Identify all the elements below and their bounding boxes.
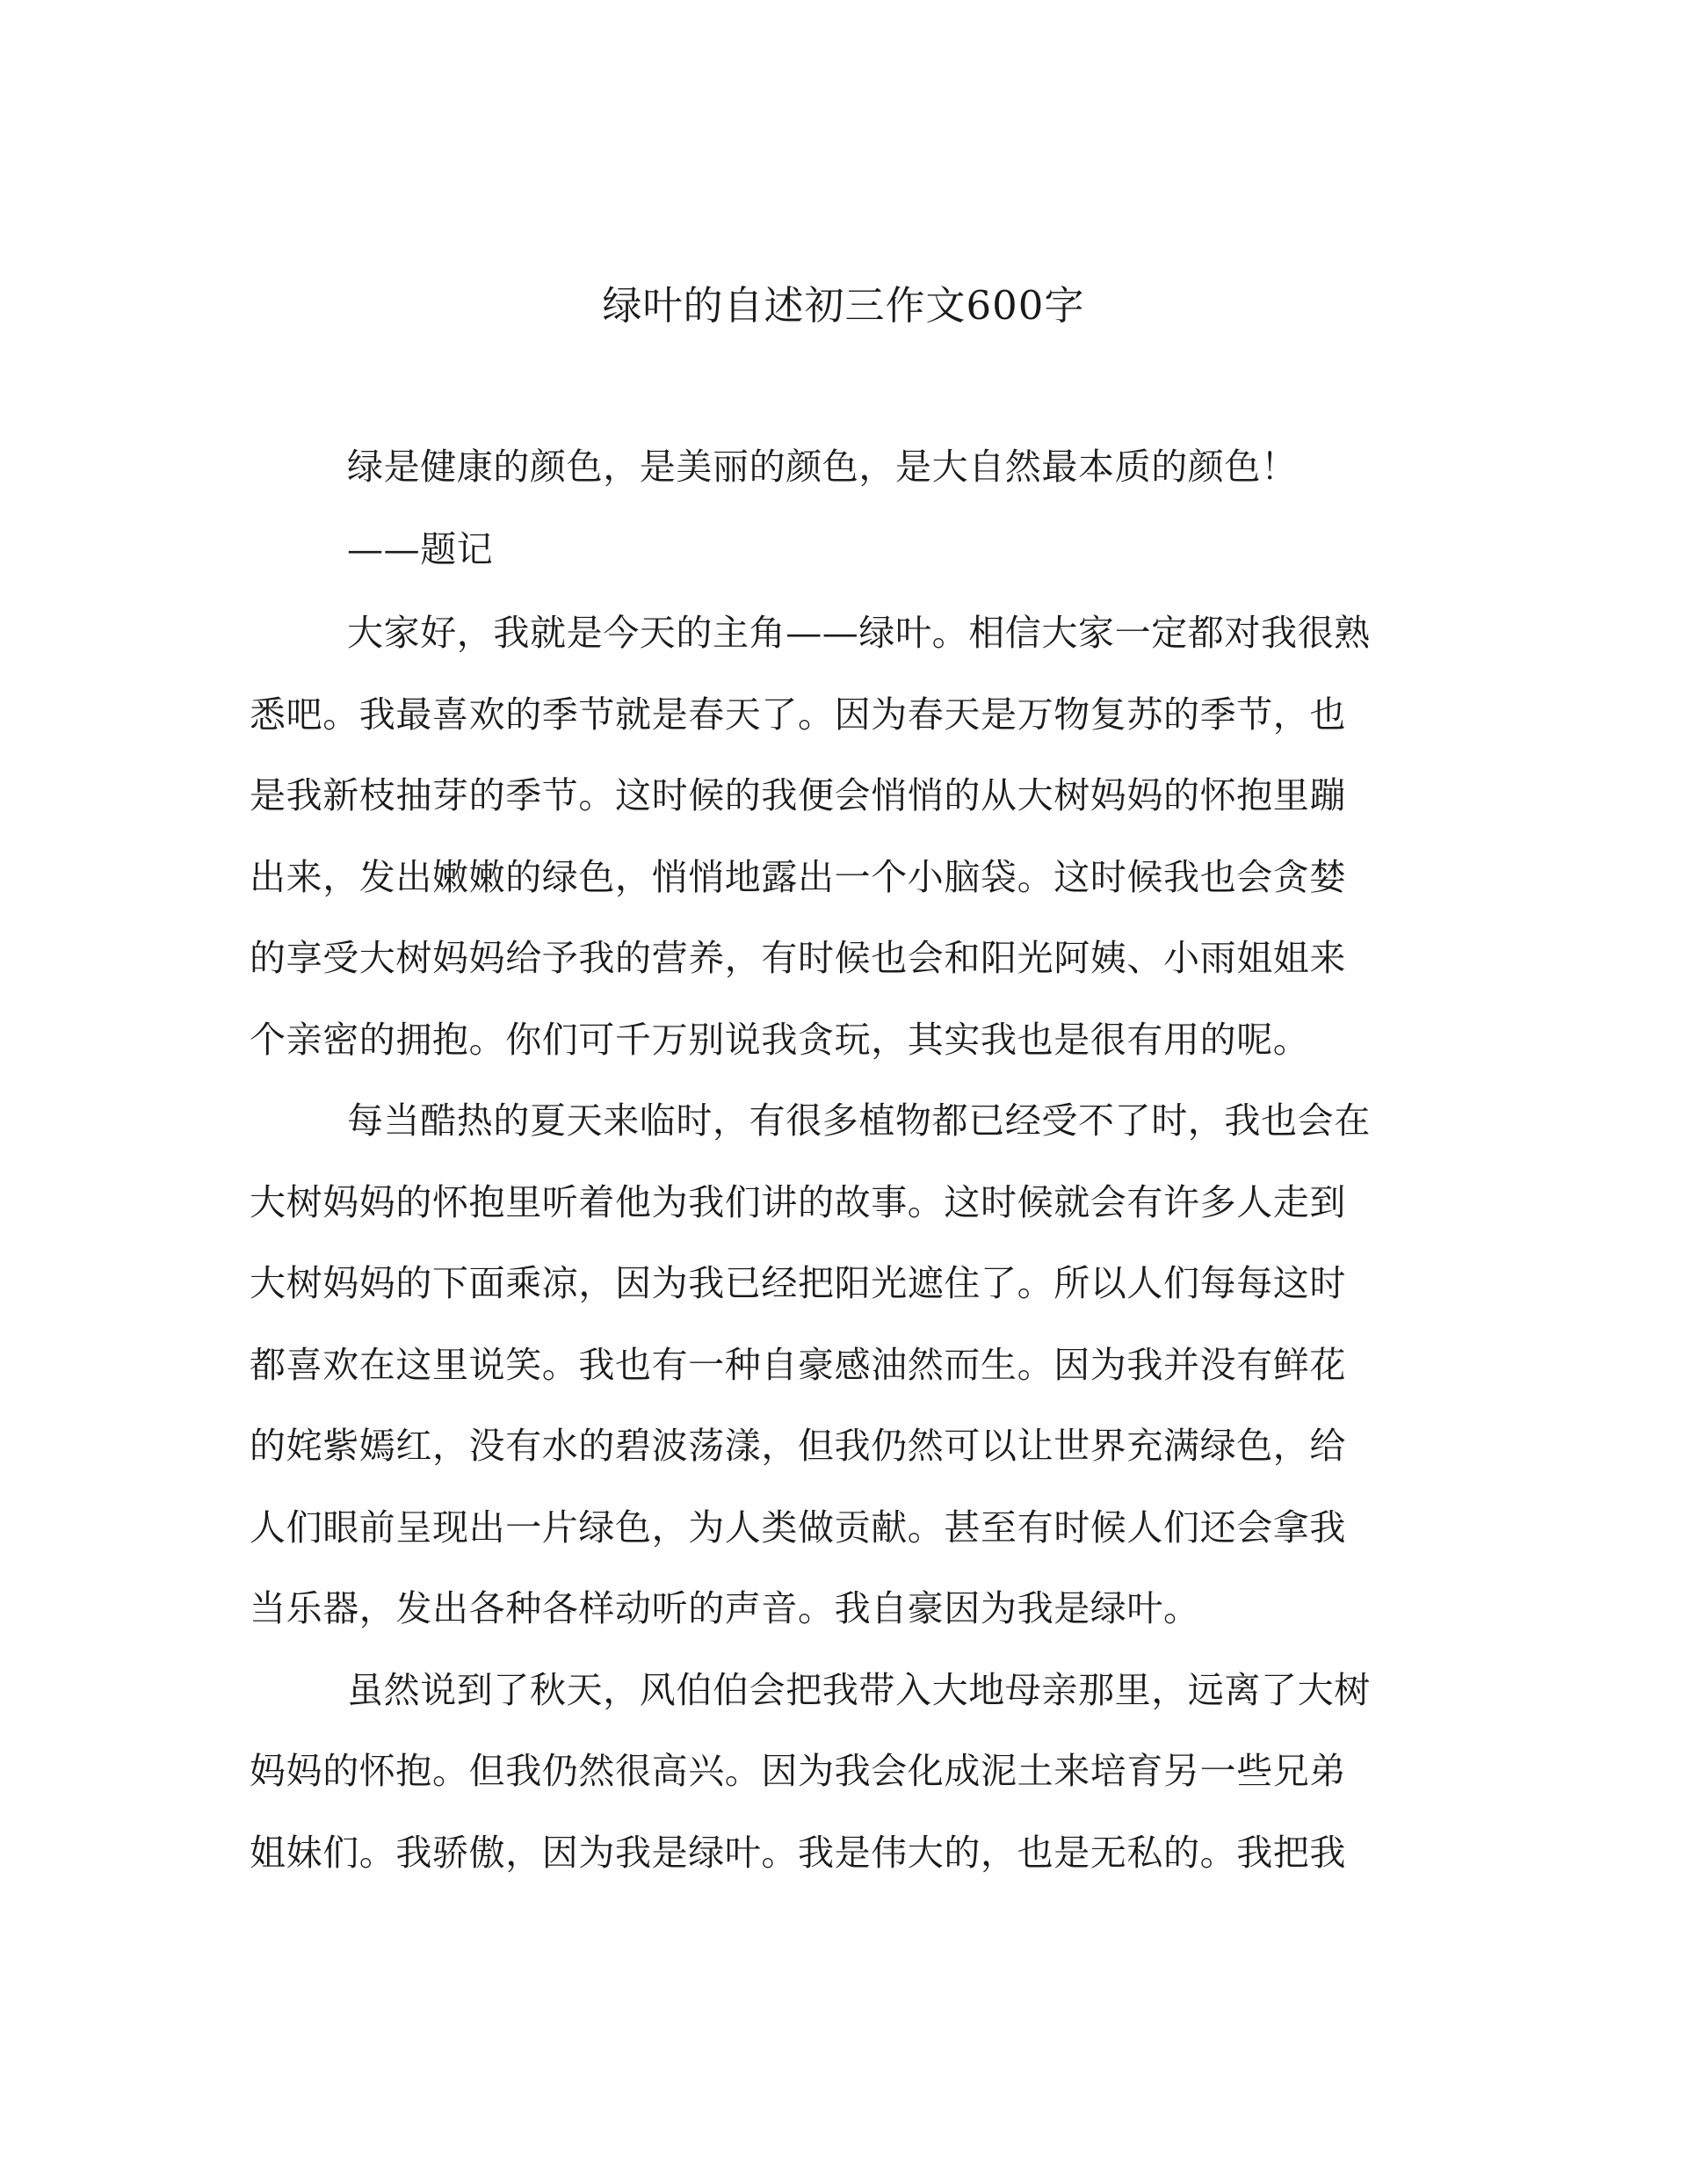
paragraph-1-line-5: 的享受大树妈妈给予我的营养，有时候也会和阳光阿姨、小雨姐姐来 — [250, 937, 1346, 979]
paragraph-3-line-1: 虽然说到了秋天，风伯伯会把我带入大地母亲那里，远离了大树 — [347, 1669, 1371, 1711]
paragraph-2-line-4: 都喜欢在这里说笑。我也有一种自豪感油然而生。因为我并没有鲜花 — [250, 1344, 1346, 1386]
paragraph-2-line-1: 每当酷热的夏天来临时，有很多植物都已经受不了时，我也会在 — [347, 1099, 1371, 1142]
epigraph-attribution: ——题记 — [347, 528, 494, 570]
paragraph-2-line-3: 大树妈妈的下面乘凉，因为我已经把阳光遮住了。所以人们每每这时 — [250, 1262, 1346, 1304]
paragraph-2-line-7: 当乐器，发出各种各样动听的声音。我自豪因为我是绿叶。 — [250, 1587, 1200, 1629]
paragraph-1-line-4: 出来，发出嫩嫩的绿色，悄悄地露出一个小脑袋。这时候我也会贪婪 — [250, 856, 1346, 898]
paragraph-2-line-6: 人们眼前呈现出一片绿色，为人类做贡献。甚至有时候人们还会拿我 — [250, 1506, 1346, 1549]
paragraph-2-line-5: 的姹紫嫣红，没有水的碧波荡漾，但我仍然可以让世界充满绿色，给 — [250, 1425, 1346, 1467]
paragraph-1-line-3: 是我新枝抽芽的季节。这时候的我便会悄悄的从大树妈妈的怀抱里蹦 — [250, 774, 1346, 816]
paragraph-1-line-1: 大家好，我就是今天的主角——绿叶。相信大家一定都对我很熟 — [347, 612, 1371, 654]
epigraph-text: 绿是健康的颜色，是美丽的颜色，是大自然最本质的颜色！ — [347, 446, 1298, 488]
paragraph-1-line-6: 个亲密的拥抱。你们可千万别说我贪玩，其实我也是很有用的呢。 — [250, 1019, 1310, 1061]
paragraph-1-line-2: 悉吧。我最喜欢的季节就是春天了。因为春天是万物复苏的季节，也 — [250, 693, 1346, 736]
paragraph-3-line-2: 妈妈的怀抱。但我仍然很高兴。因为我会化成泥土来培育另一些兄弟 — [250, 1750, 1346, 1792]
paragraph-3-line-3: 姐妹们。我骄傲，因为我是绿叶。我是伟大的，也是无私的。我把我 — [250, 1832, 1346, 1874]
paragraph-2-line-2: 大树妈妈的怀抱里听着他为我们讲的故事。这时候就会有许多人走到 — [250, 1181, 1346, 1223]
document-title: 绿叶的自述初三作文600字 — [602, 282, 1085, 329]
